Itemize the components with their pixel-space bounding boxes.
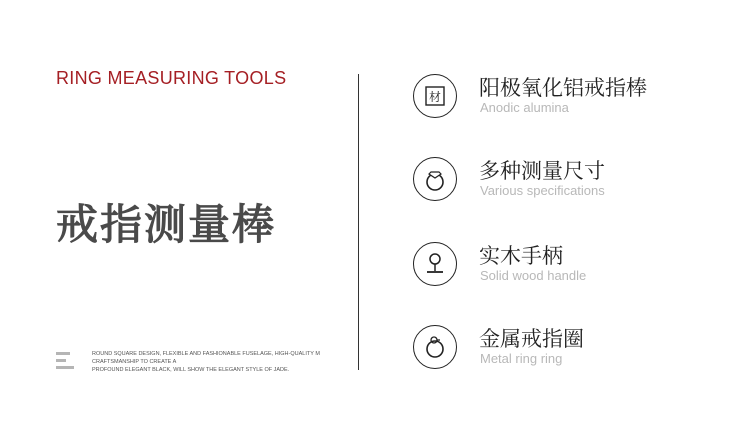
feature-title: 阳极氧化铝戒指棒 [479,76,647,100]
feature-title: 多种测量尺寸 [479,159,605,183]
menu-lines-icon [56,352,76,370]
feature-title: 金属戒指圈 [479,327,584,351]
description-text [92,350,320,374]
feature-subtitle: Anodic alumina [480,100,569,115]
feature-title: 实木手柄 [479,244,563,268]
wood-handle-icon [413,242,457,286]
feature-item-handle [413,242,733,292]
description-line: CRAFTSMANSHIP TO CREATE A [92,359,177,365]
metal-ring-icon [413,325,457,369]
page-title: 戒指测量棒 [56,200,277,249]
diamond-ring-icon [413,157,457,201]
brand-title: RING MEASURING TOOLS [56,68,287,88]
feature-subtitle: Metal ring ring [480,351,563,366]
vertical-divider [358,74,359,370]
description-line: ROUND SQUARE DESIGN, FLEXIBLE AND FASHIONABLE FUSELAGE, HIGH-QUALITY M [92,351,320,357]
svg-text:材: 材 [428,90,442,104]
description-line: PROFOUND ELEGANT BLACK, WILL SHOW THE ELEGANT STYLE OF JADE. [92,367,290,373]
feature-subtitle: Various specifications [480,183,605,198]
feature-item-metal-ring [413,325,733,375]
feature-item-specifications [413,157,733,207]
material-icon [413,74,457,118]
feature-item-material [413,74,733,124]
feature-subtitle: Solid wood handle [480,268,587,283]
